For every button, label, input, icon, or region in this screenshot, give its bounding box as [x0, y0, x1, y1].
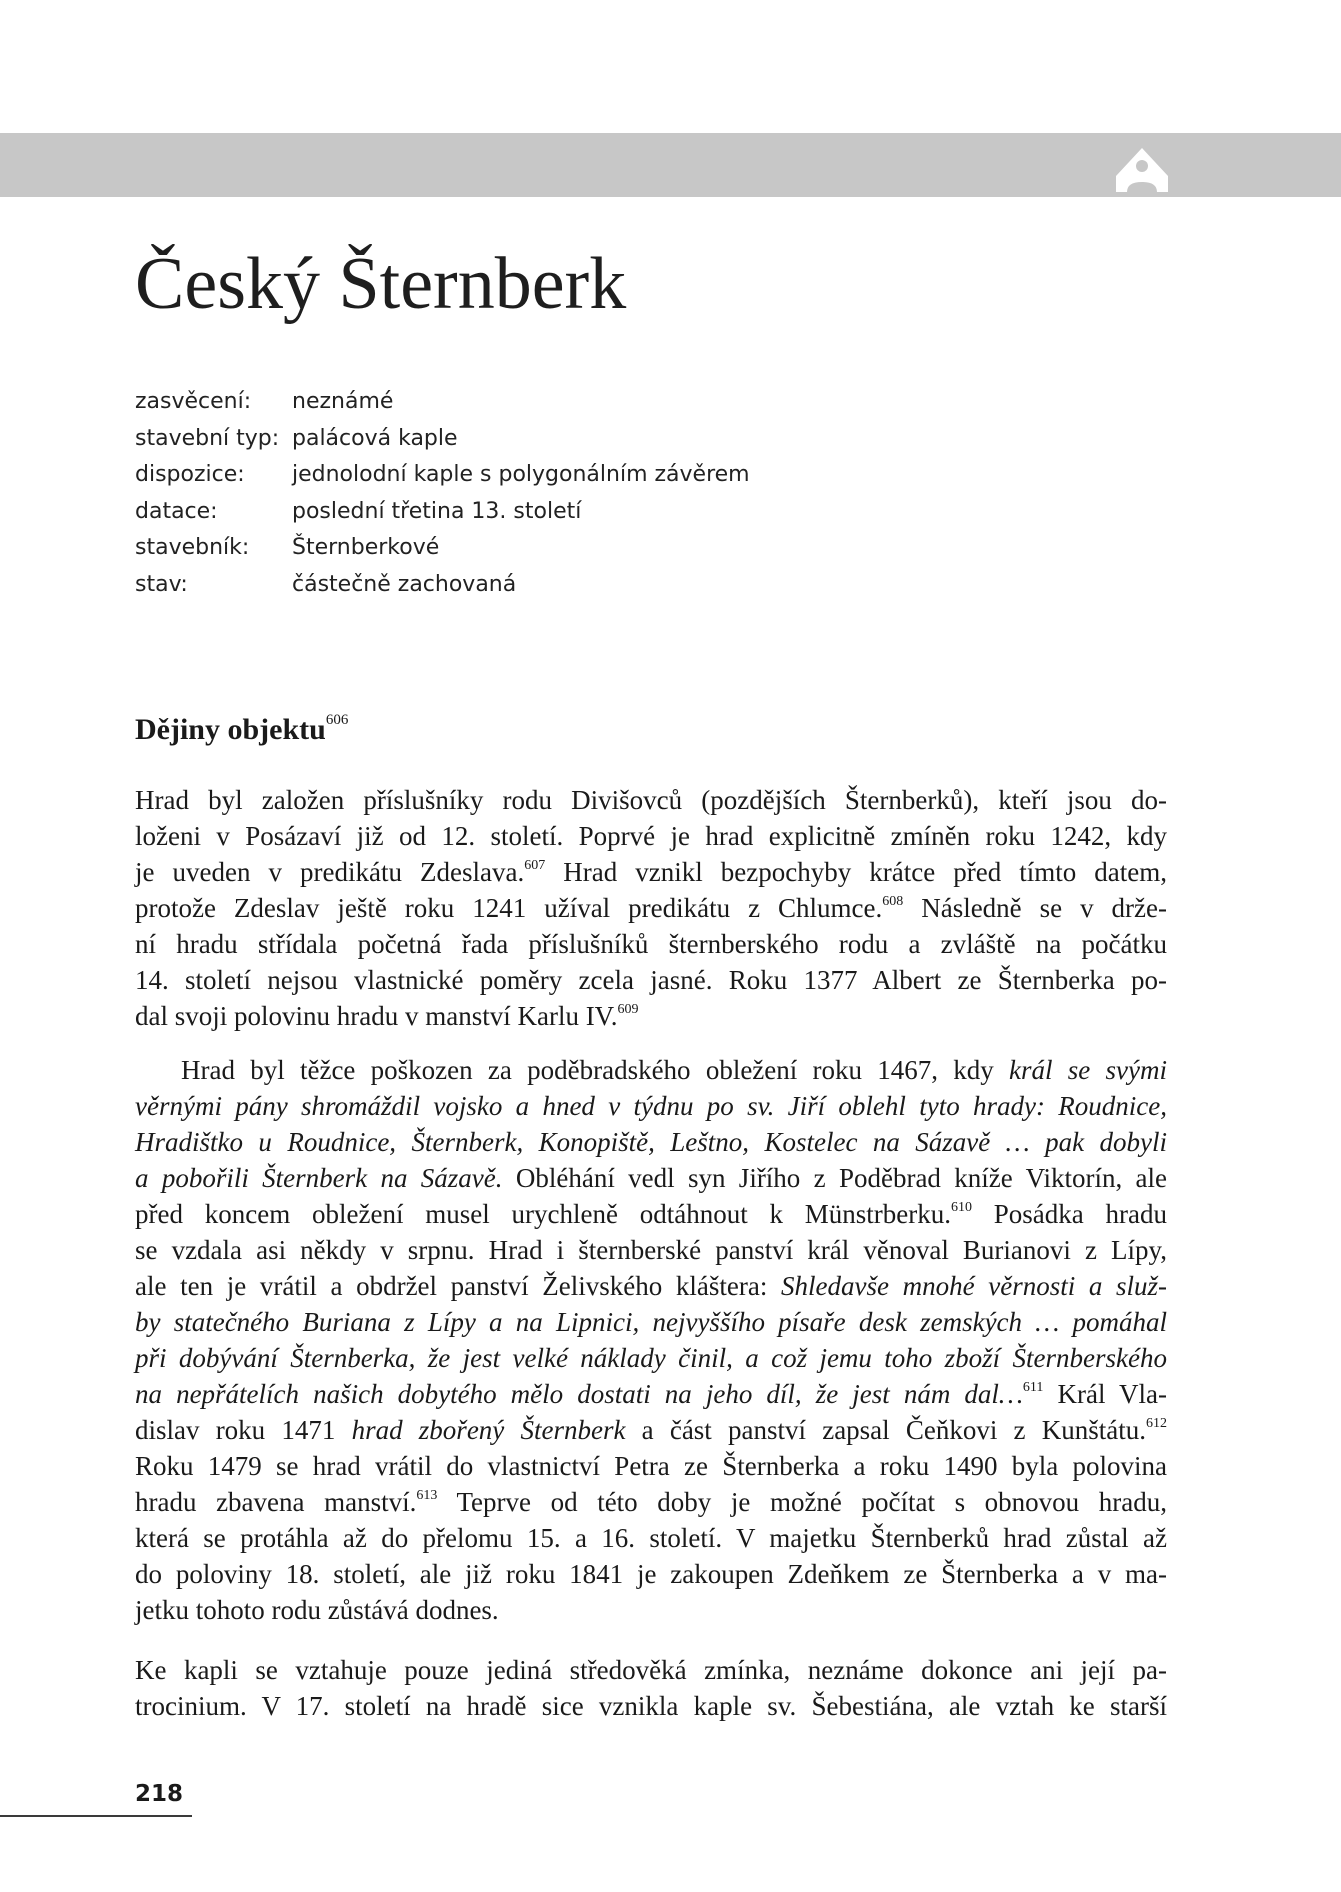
page-title: Český Šternberk [135, 243, 627, 325]
text-run: protože Zdeslav ještě roku 1241 užíval predikátu z Chlumce. [135, 893, 883, 923]
footnote-marker: 613 [416, 1488, 438, 1503]
metadata-row [135, 384, 750, 421]
text-run: je uveden v predikátu Zdeslava. [135, 857, 525, 887]
text-run: před koncem obležení musel urychleně odtáhnout k Münstrberku. [135, 1199, 951, 1229]
text-line [135, 1088, 1167, 1124]
metadata-key: stavebník: [135, 535, 250, 560]
footnote-marker: 607 [524, 858, 546, 873]
text-line [135, 1196, 1167, 1232]
text-line [135, 1448, 1167, 1484]
text-run: Následně se v drže- [903, 893, 1167, 923]
text-run: Král Vla- [1043, 1379, 1167, 1409]
text-run: dislav roku 1471 [135, 1415, 352, 1445]
text-line [135, 1232, 1167, 1268]
metadata-value: neznámé [292, 389, 394, 414]
text-line [135, 1484, 1167, 1520]
text-run: Obléhání vedl syn Jiřího z Poděbrad kníže Viktorín, ale [502, 1163, 1167, 1193]
text-run: jetku tohoto rodu zůstává dodnes. [135, 1595, 499, 1625]
metadata-row [135, 530, 750, 567]
footnote-marker: 609 [617, 1002, 639, 1017]
italic-quote: Shledavše mnohé věrnosti a služ- [781, 1271, 1167, 1301]
metadata-key: stavební typ: [135, 425, 280, 451]
text-line [135, 1652, 1167, 1688]
metadata-value: Šternberkové [292, 535, 440, 560]
text-line [135, 818, 1167, 854]
text-line [135, 962, 1167, 998]
metadata-key: datace: [135, 498, 218, 524]
text-line [135, 1412, 1167, 1448]
text-line [135, 1376, 1167, 1412]
text-run: Roku 1479 se hrad vrátil do vlastnictví Petra ze Šternberka a roku 1490 byla polovina [135, 1451, 1167, 1481]
body-paragraph-1 [135, 782, 1167, 1034]
metadata-key: stav: [135, 571, 188, 597]
metadata-key: zasvěcení: [135, 389, 252, 414]
text-run: a část panství zapsal Čeňkovi z Kunštátu. [625, 1415, 1146, 1445]
text-run: Posádka hradu [971, 1199, 1167, 1229]
text-run: ale ten je vrátil a obdržel panství Želivského kláštera: [135, 1271, 782, 1301]
metadata-key: dispozice: [135, 462, 245, 487]
text-line [135, 1520, 1167, 1556]
metadata-value: poslední třetina 13. století [292, 498, 582, 524]
text-line [135, 1688, 1167, 1724]
text-line [135, 1340, 1167, 1376]
metadata-value: palácová kaple [292, 425, 458, 451]
footnote-marker: 612 [1145, 1416, 1167, 1431]
text-run: do poloviny 18. století, ale již roku 1841 je zakoupen Zdeňkem ze Šternberka a v ma- [135, 1559, 1167, 1589]
text-run: Hrad byl těžce poškozen za poděbradského obležení roku 1467, kdy [181, 1055, 1010, 1085]
page-number-rule [0, 1815, 192, 1817]
metadata-row [135, 494, 750, 531]
footnote-marker: 611 [1022, 1380, 1044, 1395]
text-run: dal svoji polovinu hradu v manství Karlu IV. [135, 1001, 618, 1031]
text-line [135, 1124, 1167, 1160]
italic-quote: věrnými pány shromáždil vojsko a hned v týdnu po sv. Jiří oblehl tyto hrady: Roudnice, [135, 1091, 1167, 1121]
chapel-icon [1114, 146, 1170, 194]
italic-quote: při dobývání Šternberka, že jest velké náklady činil, a což jemu toho zboží Šternberského [135, 1343, 1167, 1373]
text-line [135, 1052, 1167, 1088]
section-heading-text: Dějiny objektu [135, 713, 326, 746]
italic-quote: by statečného Buriana z Lípy a na Lipnici, nejvyššího písaře desk zemských … pomáhal [135, 1307, 1167, 1337]
footnote-marker: 608 [882, 894, 904, 909]
metadata-row [135, 567, 750, 604]
text-run: trocinium. V 17. století na hradě sice vznikla kaple sv. Šebestiána, ale vztah ke starší [135, 1691, 1167, 1721]
text-line [135, 1556, 1167, 1592]
text-line [135, 1592, 1167, 1628]
italic-quote: na nepřátelích našich dobytého mělo dostati na jeho díl, že jest nám dal… [135, 1379, 1023, 1409]
text-line [135, 926, 1167, 962]
text-line [135, 1268, 1167, 1304]
section-heading [135, 700, 348, 750]
text-run: se vzdala asi někdy v srpnu. Hrad i šternberské panství král věnoval Burianovi z Lípy, [135, 1235, 1167, 1265]
text-line [135, 782, 1167, 818]
italic-quote: hrad zbořený Šternberk [351, 1415, 626, 1445]
metadata-value: částečně zachovaná [292, 571, 517, 597]
page-number: 218 [135, 1781, 184, 1807]
italic-quote: a pobořili Šternberk na Sázavě. [135, 1163, 503, 1193]
footnote-marker: 606 [325, 712, 349, 728]
text-run: loženi v Posázaví již od 12. století. Poprvé je hrad explicitně zmíněn roku 1242, kdy [135, 821, 1167, 851]
text-run: Teprve od této doby je možné počítat s obnovou hradu, [437, 1487, 1167, 1517]
text-line [135, 998, 1167, 1034]
text-run: Ke kapli se vztahuje pouze jediná středověká zmínka, neznáme dokonce ani její pa- [135, 1655, 1167, 1685]
metadata-row [135, 421, 750, 458]
italic-quote: Hradištko u Roudnice, Šternberk, Konopiště, Leštno, Kostelec na Sázavě … pak dobyli [135, 1127, 1167, 1157]
metadata-table [135, 384, 750, 603]
text-run: hradu zbavena manství. [135, 1487, 417, 1517]
text-line [135, 1160, 1167, 1196]
text-line [135, 854, 1167, 890]
body-paragraph-2 [135, 1052, 1167, 1628]
text-run: která se protáhla až do přelomu 15. a 16. století. V majetku Šternberků hrad zůstal až [135, 1523, 1167, 1553]
footnote-marker: 610 [950, 1200, 972, 1215]
text-run: ní hradu střídala početná řada příslušníků šternberského rodu a zvláště na počátku [135, 929, 1167, 959]
body-paragraph-3 [135, 1652, 1167, 1724]
metadata-row [135, 457, 750, 494]
text-run: 14. století nejsou vlastnické poměry zcela jasné. Roku 1377 Albert ze Šternberka po- [135, 965, 1167, 995]
text-line [135, 890, 1167, 926]
metadata-value: jednolodní kaple s polygonálním závěrem [292, 462, 750, 487]
text-line [135, 1304, 1167, 1340]
italic-quote: král se svými [1009, 1055, 1167, 1085]
text-run: Hrad vznikl bezpochyby krátce před tímto datem, [545, 857, 1167, 887]
text-run: Hrad byl založen příslušníky rodu Divišovců (pozdějších Šternberků), kteří jsou do- [135, 785, 1167, 815]
